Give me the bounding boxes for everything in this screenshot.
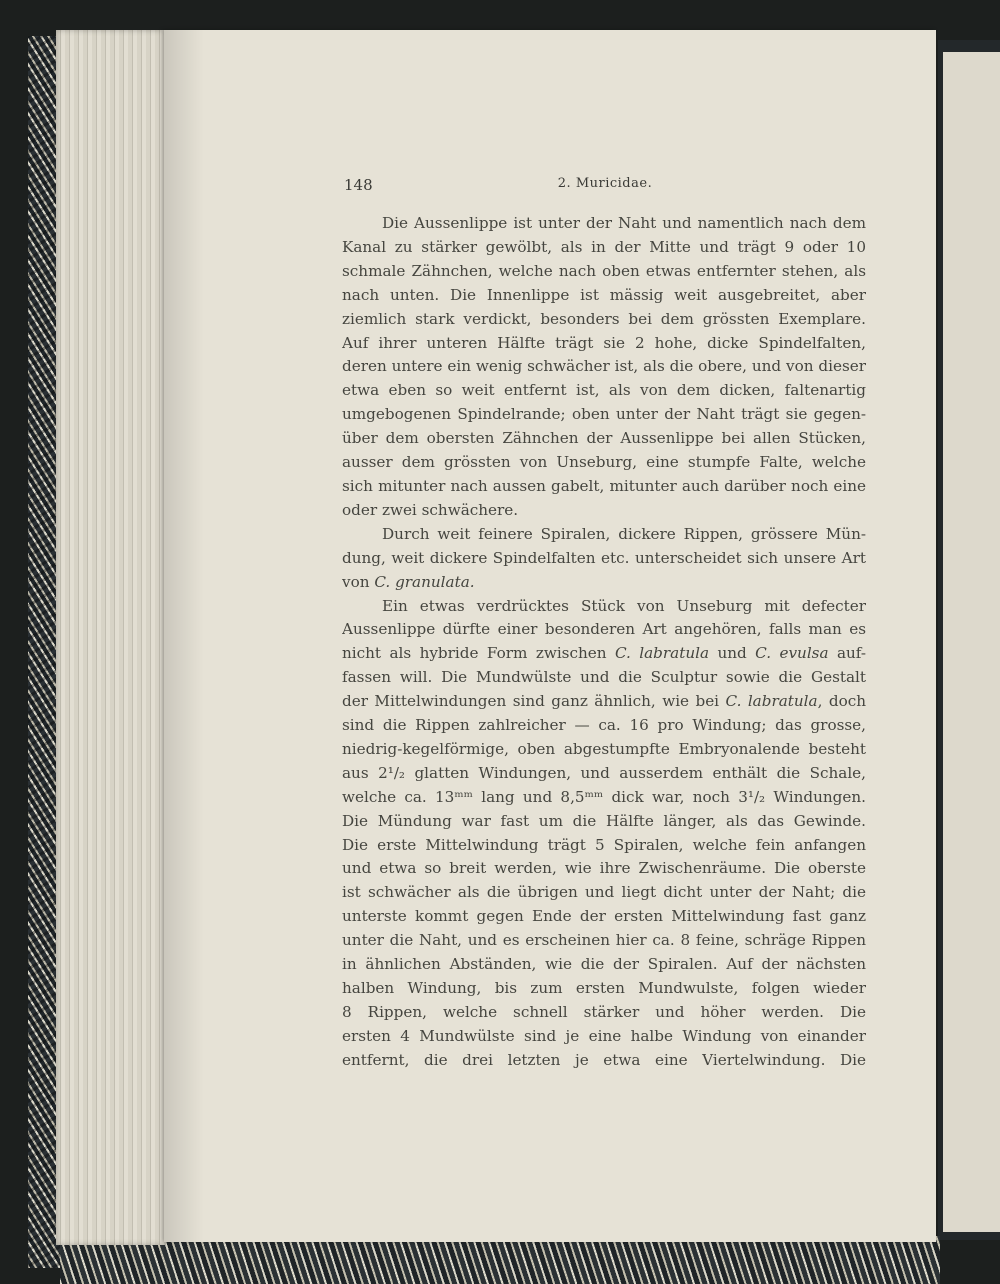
text-line: Auf ihrer unteren Hälfte trägt sie 2 hohe, dicke Spindelfalten, <box>342 333 866 352</box>
page-header <box>344 176 866 198</box>
text-line: etwa eben so weit entfernt ist, als von dem dicken, faltenartig <box>342 381 866 400</box>
running-head: 2. Muricidae. <box>557 176 653 191</box>
page-number: 148 <box>344 176 373 194</box>
text-line: unter die Naht, und es erscheinen hier ca. 8 feine, schräge Rippen <box>342 931 866 950</box>
text-line: fassen will. Die Mundwülste und die Sculptur sowie die Gestalt <box>342 668 866 687</box>
text-line: 8 Rippen, welche schnell stärker und höher werden. Die <box>342 1002 866 1021</box>
text-line: Die Mündung war fast um die Hälfte länger, als das Gewinde. <box>342 811 866 830</box>
text-line: ausser dem grössten von Unseburg, eine stumpfe Falte, welche <box>342 453 866 472</box>
text-line: Ein etwas verdrücktes Stück von Unseburg mit defecter <box>382 596 866 615</box>
body-text <box>342 212 866 1073</box>
text-line: in ähnlichen Abständen, wie die der Spiralen. Auf der nächsten <box>342 955 866 974</box>
text-line: umgebogenen Spindelrande; oben unter der Naht trägt sie gegen- <box>342 405 866 424</box>
paragraph-2 <box>342 523 866 595</box>
text-line: ersten 4 Mundwülste sind je eine halbe Windung von einander <box>342 1026 866 1045</box>
text-line: sich mitunter nach aussen gabelt, mitunter auch darüber noch eine <box>342 476 866 495</box>
text-line: dung, weit dickere Spindelfalten etc. unterscheidet sich unsere Art <box>342 548 866 567</box>
paragraph-1 <box>342 212 866 523</box>
text-line: von C. granulata. <box>342 572 475 591</box>
text-line: halben Windung, bis zum ersten Mundwulste, folgen wieder <box>342 979 866 997</box>
paragraph-3 <box>342 595 866 1073</box>
text-line: Kanal zu stärker gewölbt, als in der Mitte und trägt 9 oder 10 <box>342 237 866 256</box>
text-line: unterste kommt gegen Ende der ersten Mittelwindung fast ganz <box>342 907 866 926</box>
text-line: deren untere ein wenig schwächer ist, als die obere, und von dieser <box>342 357 866 376</box>
text-line: welche ca. 13ᵐᵐ lang und 8,5ᵐᵐ dick war, noch 3¹/₂ Windungen. <box>342 787 866 806</box>
text-line: Durch weit feinere Spiralen, dickere Rippen, grössere Mün- <box>382 524 866 543</box>
text-line: niedrig-kegelförmige, oben abgestumpfte Embryonalende besteht <box>342 739 866 758</box>
text-line: der Mittelwindungen sind ganz ähnlich, wie bei C. labratula, doch <box>342 692 866 711</box>
gutter-shadow <box>164 30 204 1242</box>
text-line: Aussenlippe dürfte einer besonderen Art angehören, falls man es <box>342 620 866 639</box>
text-line: ist schwächer als die übrigen und liegt dicht unter der Naht; die <box>342 883 866 902</box>
text-line: nicht als hybride Form zwischen C. labratula und C. evulsa auf- <box>342 644 866 663</box>
page-edges <box>56 30 166 1245</box>
text-line: über dem obersten Zähnchen der Aussenlippe bei allen Stücken, <box>342 429 866 448</box>
text-line: sind die Rippen zahlreicher — ca. 16 pro Windung; das grosse, <box>342 716 866 735</box>
book-cover-bottom <box>60 1236 940 1284</box>
text-line: Die Aussenlippe ist unter der Naht und namentlich nach dem <box>382 214 866 232</box>
text-line: entfernt, die drei letzten je etwa eine Viertelwindung. Die <box>342 1050 866 1069</box>
text-line: Die erste Mittelwindung trägt 5 Spiralen, welche fein anfangen <box>342 835 866 854</box>
text-line: nach unten. Die Innenlippe ist mässig weit ausgebreitet, aber <box>342 285 866 304</box>
text-line: aus 2¹/₂ glatten Windungen, und ausserdem enthält die Schale, <box>342 763 866 782</box>
text-line: schmale Zähnchen, welche nach oben etwas entfernter stehen, als <box>342 261 866 280</box>
facing-page-edge <box>943 52 1000 1232</box>
text-line: oder zwei schwächere. <box>342 500 519 519</box>
text-line: ziemlich stark verdickt, besonders bei dem grössten Exemplare. <box>342 309 866 328</box>
text-line: und etwa so breit werden, wie ihre Zwischenräume. Die oberste <box>342 859 866 878</box>
